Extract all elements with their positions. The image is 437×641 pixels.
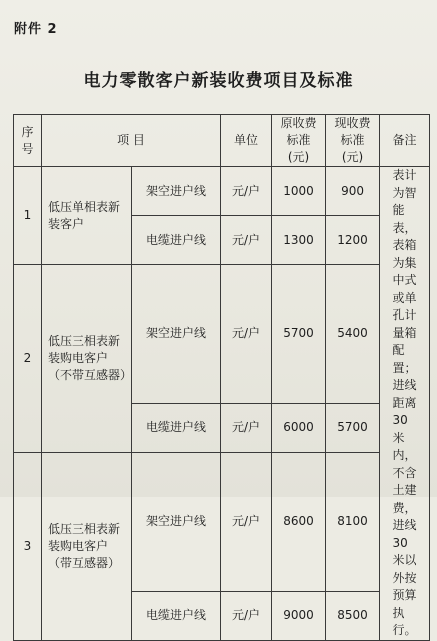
- row-unit: 元/户: [221, 216, 272, 265]
- header-item: 项 目: [42, 115, 221, 167]
- row-curr-fee: 8500: [326, 591, 380, 640]
- row-orig-fee: 8600: [272, 452, 326, 591]
- row-subitem: 架空进户线: [132, 167, 221, 216]
- row-curr-fee: 900: [326, 167, 380, 216]
- row-no: 2: [14, 265, 42, 453]
- row-category: 低压单相表新装客户: [42, 167, 132, 265]
- row-curr-fee: 5700: [326, 403, 380, 452]
- row-subitem: 架空进户线: [132, 265, 221, 404]
- row-unit: 元/户: [221, 167, 272, 216]
- table-header-row: [14, 115, 430, 167]
- row-curr-fee: 1200: [326, 216, 380, 265]
- row-curr-fee: 8100: [326, 452, 380, 591]
- header-curr: 现收费标准(元): [326, 115, 380, 167]
- row-subitem: 架空进户线: [132, 452, 221, 591]
- remark-cell: [380, 167, 430, 641]
- row-orig-fee: 5700: [272, 265, 326, 404]
- table-row: [14, 452, 430, 591]
- row-orig-fee: 1000: [272, 167, 326, 216]
- header-note: 备注: [380, 115, 430, 167]
- row-unit: 元/户: [221, 591, 272, 640]
- fee-table: [13, 114, 430, 641]
- document-title: 电力零散客户新装收费项目及标准: [83, 71, 354, 91]
- row-subitem: 电缆进户线: [132, 591, 221, 640]
- appendix-label: 附件 2: [14, 22, 58, 37]
- row-unit: 元/户: [221, 265, 272, 404]
- row-subitem: 电缆进户线: [132, 403, 221, 452]
- row-no: 3: [14, 452, 42, 640]
- table-row: [14, 167, 430, 216]
- row-curr-fee: 5400: [326, 265, 380, 404]
- remark-text: 表计为智能表，表箱为集中式或单孔计量箱配置；进线距离30米内，不含土建费，进线30米以外按预算执行。: [392, 168, 417, 637]
- row-orig-fee: 9000: [272, 591, 326, 640]
- header-orig: 原收费标准(元): [272, 115, 326, 167]
- row-category: 低压三相表新装购电客户（带互感器）: [42, 452, 132, 640]
- row-orig-fee: 1300: [272, 216, 326, 265]
- header-unit: 单位: [221, 115, 272, 167]
- row-no: 1: [14, 167, 42, 265]
- row-subitem: 电缆进户线: [132, 216, 221, 265]
- header-no: 序号: [14, 115, 42, 167]
- row-category: 低压三相表新装购电客户（不带互感器）: [42, 265, 132, 453]
- row-unit: 元/户: [221, 403, 272, 452]
- row-unit: 元/户: [221, 452, 272, 591]
- table-row: [14, 265, 430, 404]
- row-orig-fee: 6000: [272, 403, 326, 452]
